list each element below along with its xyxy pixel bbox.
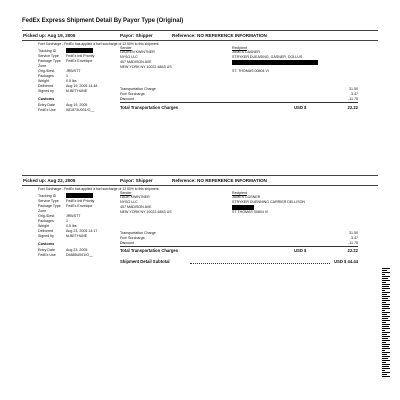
entry-date: Aug 23, 2005	[66, 248, 88, 252]
recipient-heading: Recipient	[232, 46, 247, 50]
shipment-2	[22, 175, 378, 295]
sender-line: NEW YORK NY 10022-6843 US	[120, 210, 172, 214]
payor-type: Payor: Shipper	[120, 33, 153, 38]
redacted-tracking-id	[66, 48, 93, 53]
subtotal-value: 44.44	[347, 259, 358, 264]
sender-heading: Sender	[120, 191, 132, 195]
discount: -11.75	[348, 97, 358, 101]
label-signed-by: Signed by	[38, 234, 54, 238]
label-discount: Discount	[120, 241, 134, 245]
label-transportation-charge: Transportation Charge	[120, 87, 156, 91]
transportation-charge: 31.50	[349, 87, 358, 91]
payor-type: Payor: Shipper	[120, 178, 153, 183]
fedex-use: D4885U001/O__	[66, 253, 93, 257]
label-fedex-use: FedEx Use	[38, 108, 56, 112]
customs-title: Customs	[38, 97, 55, 101]
label-fedex-use: FedEx Use	[38, 253, 56, 257]
reference: Reference: NO REFERENCE INFORMATION	[172, 178, 267, 183]
recipient-city: ST THOMAS 00804 VI	[232, 210, 269, 214]
label-package-type: Package Type	[38, 204, 61, 208]
discount: -11.75	[348, 241, 358, 245]
label-discount: Discount	[120, 97, 134, 101]
sender-heading: Sender	[120, 46, 132, 50]
document-title: FedEx Express Shipment Detail By Payor Type (Original)	[22, 18, 184, 24]
surcharge-note: Fuel Surcharge - FedEx has applied a fuel surcharge of 12.50% to this shipment.	[38, 42, 160, 46]
label-weight: Weight	[38, 79, 50, 83]
picked-up-date: Picked up: Aug 22, 2005	[23, 178, 76, 183]
sender-line: NEW YORK NY 10022-6843 US	[120, 65, 172, 69]
label-entry-date: Entry Date	[38, 103, 55, 107]
sender-line: LAUREN KWINTNER	[120, 50, 155, 54]
label-orig-dest: Orig./Dest.	[38, 214, 56, 218]
sender-line: LAUR KWINTNER	[120, 195, 150, 199]
sender-line: 457 MADISON AVE	[120, 60, 152, 64]
service-type: FedEx Intl Priority	[66, 54, 95, 58]
label-entry-date: Entry Date	[38, 248, 55, 252]
label-total-transportation: Total Transportation Charges	[120, 248, 179, 253]
weight: 0.5 lbs	[66, 79, 77, 83]
packages: 1	[66, 74, 68, 78]
recipient-line: JAMES COSNER	[232, 195, 261, 199]
total-rule	[120, 246, 358, 247]
recipient-city: ST. THOMAS 00804 VI	[232, 69, 269, 73]
label-package-type: Package Type	[38, 59, 61, 63]
shipment-header	[22, 175, 378, 186]
label-service-type: Service Type	[38, 54, 59, 58]
label-packages: Packages	[38, 74, 54, 78]
total-rule	[120, 102, 358, 103]
package-type: FedEx Envelope	[66, 204, 93, 208]
label-transportation-charge: Transportation Charge	[120, 231, 156, 235]
weight: 0.5 lbs	[66, 224, 77, 228]
label-fuel-surcharge: Fuel Surcharge	[120, 236, 145, 240]
reference: Reference: NO REFERENCE INFORMATION	[172, 33, 267, 38]
picked-up-date: Picked up: Aug 19, 2005	[23, 33, 76, 38]
fuel-surcharge: 3.47	[351, 236, 358, 240]
delivered: Aug 23, 2005 14:17	[66, 229, 98, 233]
recipient-line: STRYKER DUEASING, GASNER, DOLLUS	[232, 55, 303, 59]
label-orig-dest: Orig./Dest.	[38, 69, 56, 73]
package-type: FedEx Envelope	[66, 59, 93, 63]
redacted-tracking-id	[66, 193, 93, 198]
recipient-heading: Recipient	[232, 191, 247, 195]
service-type: FedEx Intl Priority	[66, 199, 95, 203]
subtotal-currency: USD $	[334, 259, 347, 264]
sender-line: 457 MADISON AVE	[120, 205, 152, 209]
currency-label: USD $	[294, 248, 307, 253]
sender-line: NYSG LLC	[120, 200, 138, 204]
fedex-use: 081873U001/O__	[66, 108, 95, 112]
shipment-header	[22, 30, 378, 41]
transportation-charge: 31.50	[349, 231, 358, 235]
label-packages: Packages	[38, 219, 54, 223]
packages: 1	[66, 219, 68, 223]
delivered: Aug 19, 2005 14:48	[66, 84, 98, 88]
sender-line: NYSG LLC	[120, 55, 138, 59]
label-weight: Weight	[38, 224, 50, 228]
surcharge-note: Fuel Surcharge - FedEx has applied a fuel surcharge of 12.50% to this shipment.	[38, 187, 160, 191]
currency-label: USD $	[294, 105, 307, 110]
label-delivered: Delivered	[38, 229, 54, 233]
signed-by: M.BETHUNE	[66, 89, 88, 93]
label-tracking-id: Tracking ID	[38, 194, 57, 198]
label-tracking-id: Tracking ID	[38, 49, 57, 53]
label-delivered: Delivered	[38, 84, 54, 88]
orig-dest: JRB/STT	[66, 69, 81, 73]
subtotal-leader	[190, 263, 330, 264]
label-fuel-surcharge: Fuel Surcharge	[120, 92, 145, 96]
recipient-line: STRYKER DUENNING CARRIER DELLISON	[232, 200, 306, 204]
fuel-surcharge: 3.47	[351, 92, 358, 96]
shipment-1	[22, 30, 378, 160]
label-service-type: Service Type	[38, 199, 59, 203]
label-signed-by: Signed by	[38, 89, 54, 93]
label-zone: Zone	[38, 64, 47, 68]
subtotal-label: Shipment Detail Subtotal	[120, 259, 170, 264]
total-transportation: 22.22	[347, 105, 358, 110]
recipient-line: JAMES CASNER	[232, 50, 260, 54]
customs-title: Customs	[38, 242, 55, 246]
total-transportation: 22.22	[347, 248, 358, 253]
entry-date: Aug 19, 2005	[66, 103, 88, 107]
redacted-recipient-address	[232, 60, 318, 65]
side-barcode	[382, 268, 390, 378]
label-zone: Zone	[38, 209, 47, 213]
signed-by: M.BETHUNE	[66, 234, 88, 238]
orig-dest: JRB/STT	[66, 214, 81, 218]
label-total-transportation: Total Transportation Charges	[120, 105, 179, 110]
